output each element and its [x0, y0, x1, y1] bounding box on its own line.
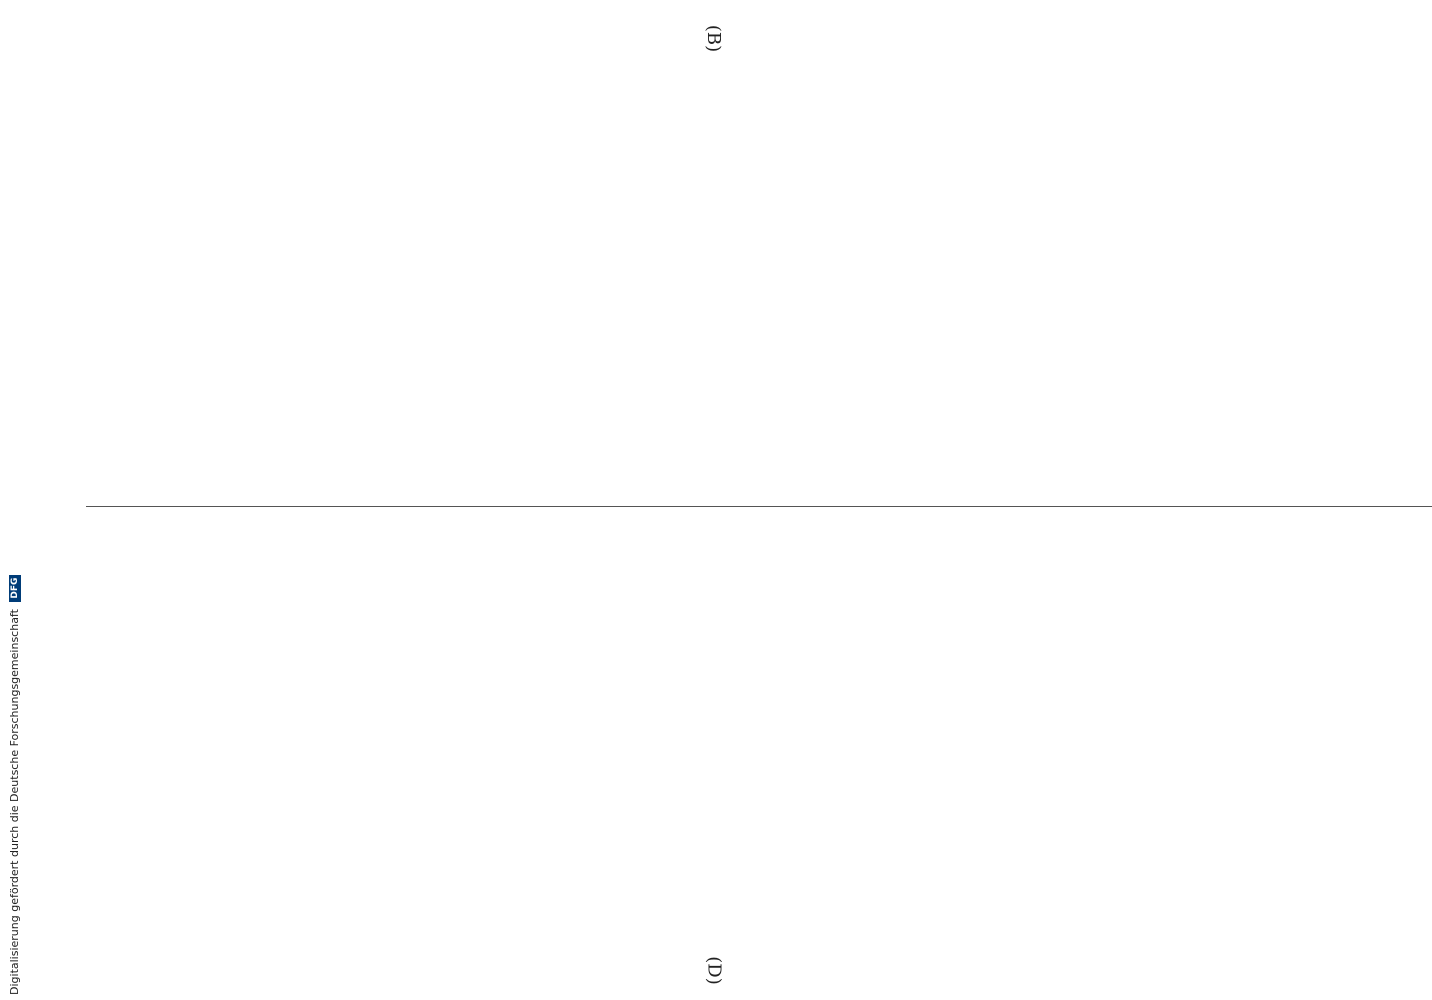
text-line [1031, 516, 1050, 976]
text-line [513, 42, 532, 502]
text-line [1395, 42, 1414, 502]
text-line [724, 42, 743, 502]
text-line [896, 516, 915, 976]
column-separator [86, 506, 1432, 507]
text-line [436, 42, 455, 502]
text-line [455, 42, 474, 502]
text-line [1127, 42, 1146, 502]
text-line [820, 42, 839, 502]
text-line [206, 42, 225, 502]
text-line [1127, 516, 1146, 976]
text-line [1088, 42, 1107, 502]
text-line [609, 42, 628, 502]
text-line [436, 516, 455, 976]
text-line [225, 42, 244, 502]
text-line [589, 42, 608, 502]
text-line [1414, 516, 1432, 976]
text-line [800, 42, 819, 502]
text-line [91, 42, 110, 502]
digitization-credit [8, 5, 21, 995]
text-line [916, 42, 935, 502]
text-column-right [91, 516, 1432, 976]
text-line [1203, 516, 1222, 976]
text-line [167, 42, 186, 502]
text-line [781, 42, 800, 502]
text-line [1223, 42, 1242, 502]
text-line [935, 42, 954, 502]
text-line [340, 42, 359, 502]
text-line [398, 42, 417, 502]
text-line [1376, 42, 1395, 502]
text-line [1319, 516, 1338, 976]
margin-letter-d: (D) [703, 956, 725, 985]
text-line [916, 516, 935, 976]
text-line [1319, 42, 1338, 502]
text-line [762, 42, 781, 502]
text-line [935, 516, 954, 976]
text-line [628, 42, 647, 502]
text-line [1107, 516, 1126, 976]
text-line [455, 516, 474, 976]
text-line [705, 42, 724, 502]
text-line [340, 516, 359, 976]
text-line [628, 516, 647, 976]
text-line [282, 516, 301, 976]
text-line [1299, 516, 1318, 976]
text-line [167, 516, 186, 976]
text-line [244, 42, 263, 502]
text-line [378, 516, 397, 976]
text-line [1165, 516, 1184, 976]
text-line [359, 42, 378, 502]
text-line [302, 516, 321, 976]
text-line [992, 516, 1011, 976]
text-line [1338, 42, 1357, 502]
text-line [551, 42, 570, 502]
text-line [1261, 516, 1280, 976]
text-line [1069, 42, 1088, 502]
text-line [992, 42, 1011, 502]
text-line [91, 516, 110, 976]
text-line [532, 42, 551, 502]
text-line [685, 516, 704, 976]
text-line [532, 516, 551, 976]
text-line [1146, 516, 1165, 976]
text-line [743, 42, 762, 502]
text-line [513, 516, 532, 976]
text-line [551, 516, 570, 976]
text-line [378, 42, 397, 502]
text-line [1280, 42, 1299, 502]
text-line [110, 42, 129, 502]
text-line [110, 516, 129, 976]
text-line [263, 42, 282, 502]
text-line [417, 516, 436, 976]
text-line [302, 42, 321, 502]
text-line [743, 516, 762, 976]
text-line [1280, 516, 1299, 976]
text-line [206, 516, 225, 976]
text-line [781, 516, 800, 976]
text-line [647, 516, 666, 976]
text-line [1069, 516, 1088, 976]
text-line [877, 516, 896, 976]
text-line [685, 42, 704, 502]
text-line [839, 42, 858, 502]
text-line [666, 42, 685, 502]
text-line [570, 42, 589, 502]
text-line [1395, 516, 1414, 976]
text-line [359, 516, 378, 976]
text-line [1299, 42, 1318, 502]
text-line [1223, 516, 1242, 976]
text-line [474, 516, 493, 976]
text-line [1012, 42, 1031, 502]
text-line [896, 42, 915, 502]
text-line [858, 42, 877, 502]
text-line [1242, 516, 1261, 976]
text-line [1012, 516, 1031, 976]
text-line [398, 516, 417, 976]
text-line [877, 42, 896, 502]
text-line [800, 516, 819, 976]
text-line [129, 42, 148, 502]
text-line [762, 516, 781, 976]
text-line [820, 516, 839, 976]
text-line [282, 42, 301, 502]
text-line [493, 516, 512, 976]
text-line [647, 42, 666, 502]
text-line [244, 516, 263, 976]
text-line [1184, 42, 1203, 502]
text-line [1357, 42, 1376, 502]
text-line [666, 516, 685, 976]
text-line [1107, 42, 1126, 502]
text-line [493, 42, 512, 502]
text-line [417, 42, 436, 502]
text-line [321, 42, 340, 502]
text-line [1184, 516, 1203, 976]
text-line [148, 42, 167, 502]
text-line [973, 42, 992, 502]
text-line [1414, 42, 1432, 502]
text-line [1357, 516, 1376, 976]
text-line [225, 516, 244, 976]
text-line [263, 516, 282, 976]
text-line [186, 42, 205, 502]
text-line [973, 516, 992, 976]
text-line [570, 516, 589, 976]
text-line [1088, 516, 1107, 976]
text-line [858, 516, 877, 976]
text-line [186, 516, 205, 976]
text-line [1338, 516, 1357, 976]
text-line [724, 516, 743, 976]
text-line [1050, 516, 1069, 976]
dfg-logo: DFG [9, 575, 21, 602]
text-line [954, 516, 973, 976]
text-line [1146, 42, 1165, 502]
text-line [839, 516, 858, 976]
text-line [1376, 516, 1395, 976]
text-line [148, 516, 167, 976]
text-line [1261, 42, 1280, 502]
text-line [609, 516, 628, 976]
margin-letter-b: (B) [703, 24, 725, 53]
text-line [589, 516, 608, 976]
text-line [129, 516, 148, 976]
text-line [321, 516, 340, 976]
text-line [1050, 42, 1069, 502]
text-line [1242, 42, 1261, 502]
text-column-left [91, 42, 1432, 502]
text-line [474, 42, 493, 502]
text-line [1165, 42, 1184, 502]
credit-text: Digitalisierung gefördert durch die Deutsche Forschungsgemeinschaft [8, 609, 21, 995]
text-line [954, 42, 973, 502]
text-line [1031, 42, 1050, 502]
text-line [1203, 42, 1222, 502]
text-line [705, 516, 724, 976]
